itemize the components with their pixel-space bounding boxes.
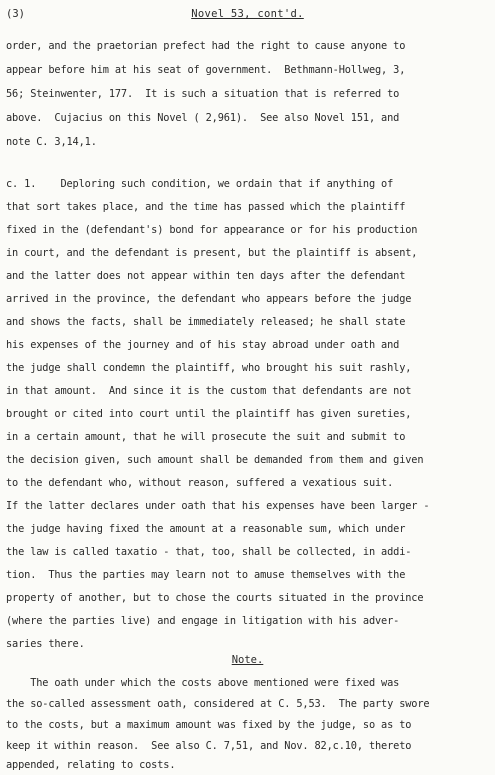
page-number: (3) bbox=[6, 8, 25, 20]
section-line: in that amount. And since it is the custom that defendants are not bbox=[6, 385, 412, 397]
section-line: (where the parties live) and engage in litigation with his adver- bbox=[6, 615, 400, 627]
section-line: brought or cited into court until the plaintiff has given sureties, bbox=[6, 408, 412, 420]
section-line: arrived in the province, the defendant who appears before the judge bbox=[6, 293, 412, 305]
section-line: c. 1. Deploring such condition, we ordain that if anything of bbox=[6, 178, 394, 190]
note-line: keep it within reason. See also C. 7,51, and Nov. 82,c.10, thereto bbox=[6, 740, 412, 752]
section-line: the judge shall condemn the plaintiff, who brought his suit rashly, bbox=[6, 362, 412, 374]
section-line: saries there. bbox=[6, 638, 85, 650]
note-line: appended, relating to costs. bbox=[6, 759, 176, 771]
note-line: the so-called assessment oath, considered at C. 5,53. The party swore bbox=[6, 698, 430, 710]
section-line: If the latter declares under oath that his expenses have been larger - bbox=[6, 500, 430, 512]
page-header bbox=[6, 8, 489, 26]
note-heading: Note. bbox=[231, 654, 264, 666]
section-line: his expenses of the journey and of his stay abroad under oath and bbox=[6, 339, 400, 351]
note-line: The oath under which the costs above mentioned were fixed was bbox=[6, 677, 400, 689]
intro-line: 56; Steinwenter, 177. It is such a situation that is referred to bbox=[6, 88, 400, 100]
running-title: Novel 53, cont'd. bbox=[191, 8, 304, 20]
intro-line: order, and the praetorian prefect had the right to cause anyone to bbox=[6, 40, 406, 52]
section-line: property of another, but to chose the courts situated in the province bbox=[6, 592, 424, 604]
section-line: in a certain amount, that he will prosecute the suit and submit to bbox=[6, 431, 406, 443]
section-line: fixed in the (defendant's) bond for appearance or for his production bbox=[6, 224, 418, 236]
section-line: in court, and the defendant is present, but the plaintiff is absent, bbox=[6, 247, 418, 259]
section-line: tion. Thus the parties may learn not to amuse themselves with the bbox=[6, 569, 406, 581]
section-line: the judge having fixed the amount at a reasonable sum, which under bbox=[6, 523, 406, 535]
section-line: that sort takes place, and the time has passed which the plaintiff bbox=[6, 201, 406, 213]
intro-line: note C. 3,14,1. bbox=[6, 136, 97, 148]
section-line: and shows the facts, shall be immediately released; he shall state bbox=[6, 316, 406, 328]
section-line: and the latter does not appear within ten days after the defendant bbox=[6, 270, 406, 282]
section-line: the law is called taxatio - that, too, shall be collected, in addi- bbox=[6, 546, 412, 558]
note-line: to the costs, but a maximum amount was fixed by the judge, so as to bbox=[6, 719, 412, 731]
section-line: the decision given, such amount shall be demanded from them and given bbox=[6, 454, 424, 466]
intro-line: appear before him at his seat of government. Bethmann-Hollweg, 3, bbox=[6, 64, 406, 76]
section-line: to the defendant who, without reason, suffered a vexatious suit. bbox=[6, 477, 394, 489]
intro-line: above. Cujacius on this Novel ( 2,961). See also Novel 151, and bbox=[6, 112, 400, 124]
